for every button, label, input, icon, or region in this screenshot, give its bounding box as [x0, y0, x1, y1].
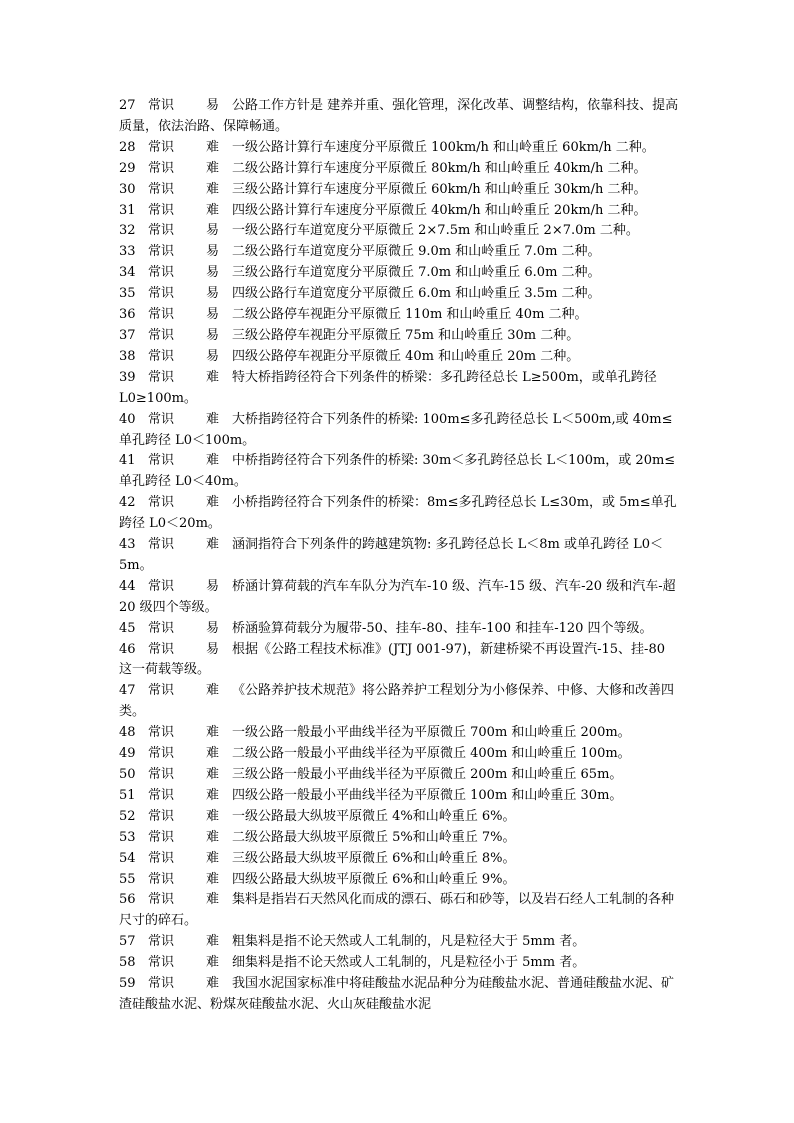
item-number: 34	[119, 265, 136, 281]
item-category: 常识	[148, 327, 175, 343]
item-number: 50	[119, 767, 136, 782]
item-difficulty: 易	[206, 286, 220, 302]
list-item	[119, 326, 681, 347]
item-number: 41	[119, 453, 136, 469]
list-item	[119, 953, 681, 974]
item-difficulty: 易	[206, 348, 220, 364]
item-difficulty: 难	[206, 139, 220, 155]
item-category: 常识	[148, 181, 175, 197]
item-text: 细集料是指不论天然或人工轧制的，凡是粒径小于 5mm 者。	[232, 955, 586, 971]
list-item	[119, 201, 681, 222]
item-number: 31	[119, 202, 136, 218]
item-difficulty: 难	[206, 495, 220, 511]
item-text: 一级公路计算行车速度分平原微丘 100km/h 和山岭重丘 60km/h 二种。	[232, 139, 655, 155]
item-category: 常识	[148, 369, 175, 385]
item-number: 39	[119, 369, 136, 385]
list-item	[119, 807, 681, 828]
item-difficulty: 难	[206, 683, 220, 699]
item-text: 二级公路行车道宽度分平原微丘 9.0m 和山岭重丘 7.0m 二种。	[232, 244, 601, 260]
item-category: 常识	[148, 787, 175, 803]
item-difficulty: 难	[206, 537, 220, 553]
list-item	[119, 890, 681, 932]
item-number: 38	[119, 348, 136, 364]
list-item	[119, 870, 681, 891]
item-text: 四级公路最大纵坡平原微丘 6%和山岭重丘 9%。	[232, 871, 516, 887]
item-category: 常识	[148, 495, 175, 511]
item-difficulty: 易	[206, 307, 220, 323]
item-number: 54	[119, 850, 136, 866]
item-difficulty: 难	[206, 767, 220, 782]
list-item	[119, 451, 681, 493]
item-category: 常识	[148, 160, 175, 176]
list-item	[119, 681, 681, 723]
item-number: 56	[119, 892, 136, 908]
item-category: 常识	[148, 892, 175, 908]
item-difficulty: 难	[206, 181, 220, 197]
item-category: 常识	[148, 746, 175, 762]
item-category: 常识	[148, 307, 175, 323]
item-text: 四级公路停车视距分平原微丘 40m 和山岭重丘 20m 二种。	[232, 348, 580, 364]
item-number: 43	[119, 537, 136, 553]
item-text: 公路工作方针是 建养并重、强化管理，深化改革、调整结构，依靠科技、提高质量，依法治路、保障畅通。	[119, 98, 679, 134]
item-category: 常识	[148, 850, 175, 866]
item-number: 27	[119, 98, 136, 113]
item-text: 三级公路行车道宽度分平原微丘 7.0m 和山岭重丘 6.0m 二种。	[232, 265, 601, 281]
item-text: 特大桥指跨径符合下列条件的桥梁：多孔跨径总长 L≥500m，或单孔跨径 L0≥100m。	[119, 369, 657, 406]
item-number: 52	[119, 808, 136, 824]
item-text: 二级公路计算行车速度分平原微丘 80km/h 和山岭重丘 40km/h 二种。	[232, 160, 647, 176]
item-number: 42	[119, 495, 136, 511]
item-text: 四级公路一般最小平曲线半径为平原微丘 100m 和山岭重丘 30m。	[232, 787, 623, 803]
item-text: 粗集料是指不论天然或人工轧制的，凡是粒径大于 5mm 者。	[232, 934, 586, 950]
item-difficulty: 难	[206, 808, 220, 824]
item-number: 45	[119, 620, 136, 636]
item-category: 常识	[148, 265, 175, 281]
item-difficulty: 难	[206, 160, 220, 176]
item-number: 35	[119, 286, 136, 302]
question-list	[119, 96, 681, 1016]
list-item	[119, 932, 681, 953]
item-category: 常识	[148, 411, 175, 427]
list-item	[119, 765, 681, 786]
list-item	[119, 849, 681, 870]
item-category: 常识	[148, 202, 175, 218]
list-item	[119, 535, 681, 577]
list-item	[119, 368, 681, 410]
item-text: 一级公路行车道宽度分平原微丘 2×7.5m 和山岭重丘 2×7.0m 二种。	[232, 223, 639, 239]
item-number: 28	[119, 139, 136, 155]
item-text: 大桥指跨径符合下列条件的桥梁: 100m≤多孔跨径总长 L＜500m,或 40m≤单孔跨径 L0＜100m。	[119, 411, 673, 448]
item-number: 44	[119, 578, 136, 594]
list-item	[119, 828, 681, 849]
item-category: 常识	[148, 537, 175, 553]
item-difficulty: 易	[206, 265, 220, 281]
item-number: 29	[119, 160, 136, 176]
item-difficulty: 难	[206, 369, 220, 385]
item-category: 常识	[148, 767, 175, 782]
item-text: 四级公路行车道宽度分平原微丘 6.0m 和山岭重丘 3.5m 二种。	[232, 286, 601, 302]
item-category: 常识	[148, 139, 175, 155]
item-number: 58	[119, 955, 136, 971]
item-category: 常识	[148, 244, 175, 260]
item-number: 57	[119, 934, 136, 950]
item-text: 中桥指跨径符合下列条件的桥梁: 30m＜多孔跨径总长 L＜100m，或 20m≤单孔跨径 L0＜40m。	[119, 453, 676, 490]
item-difficulty: 易	[206, 620, 220, 636]
item-number: 40	[119, 411, 136, 427]
item-number: 49	[119, 746, 136, 762]
item-category: 常识	[148, 453, 175, 469]
list-item	[119, 640, 681, 682]
item-difficulty: 难	[206, 955, 220, 971]
item-difficulty: 难	[206, 202, 220, 218]
list-item	[119, 786, 681, 807]
item-difficulty: 难	[206, 871, 220, 887]
item-text: 《公路养护技术规范》将公路养护工程划分为小修保养、中修、大修和改善四类。	[119, 683, 675, 720]
item-category: 常识	[148, 286, 175, 302]
item-category: 常识	[148, 808, 175, 824]
item-text: 三级公路最大纵坡平原微丘 6%和山岭重丘 8%。	[232, 850, 516, 866]
item-text: 三级公路计算行车速度分平原微丘 60km/h 和山岭重丘 30km/h 二种。	[232, 181, 647, 197]
item-category: 常识	[148, 683, 175, 699]
item-difficulty: 难	[206, 725, 220, 741]
item-text: 桥涵计算荷载的汽车车队分为汽车-10 级、汽车-15 级、汽车-20 级和汽车-超 20 级四个等级。	[119, 578, 676, 615]
list-item	[119, 577, 681, 619]
item-number: 30	[119, 181, 136, 197]
list-item	[119, 284, 681, 305]
item-number: 36	[119, 307, 136, 323]
item-category: 常识	[148, 578, 175, 594]
item-text: 二级公路最大纵坡平原微丘 5%和山岭重丘 7%。	[232, 829, 516, 845]
item-difficulty: 难	[206, 787, 220, 803]
list-item	[119, 974, 681, 1016]
item-text: 集料是指岩石天然风化而成的漂石、砾石和砂等，以及岩石经人工轧制的各种尺寸的碎石。	[119, 892, 675, 929]
item-number: 46	[119, 641, 136, 657]
list-item	[119, 493, 681, 535]
list-item	[119, 347, 681, 368]
item-category: 常识	[148, 934, 175, 950]
item-number: 59	[119, 976, 136, 992]
item-text: 二级公路停车视距分平原微丘 110m 和山岭重丘 40m 二种。	[232, 307, 588, 323]
item-text: 根据《公路工程技术标准》(JTJ 001-97)，新建桥梁不再设置汽-15、挂-80 这一荷载等级。	[119, 641, 665, 678]
list-item	[119, 723, 681, 744]
item-text: 一级公路最大纵坡平原微丘 4%和山岭重丘 6%。	[232, 808, 516, 824]
list-item	[119, 242, 681, 263]
item-category: 常识	[148, 725, 175, 741]
item-difficulty: 难	[206, 976, 220, 992]
item-difficulty: 难	[206, 746, 220, 762]
list-item	[119, 410, 681, 452]
item-category: 常识	[148, 871, 175, 887]
list-item	[119, 221, 681, 242]
item-difficulty: 难	[206, 829, 220, 845]
item-text: 桥涵验算荷载分为履带-50、挂车-80、挂车-100 和挂车-120 四个等级。	[232, 620, 653, 636]
item-text: 二级公路一般最小平曲线半径为平原微丘 400m 和山岭重丘 100m。	[232, 746, 631, 762]
item-text: 涵洞指符合下列条件的跨越建筑物: 多孔跨径总长 L＜8m 或单孔跨径 L0＜5m。	[119, 537, 664, 573]
item-text: 三级公路停车视距分平原微丘 75m 和山岭重丘 30m 二种。	[232, 327, 580, 343]
item-category: 常识	[148, 829, 175, 845]
list-item	[119, 305, 681, 326]
item-difficulty: 难	[206, 850, 220, 866]
item-number: 33	[119, 244, 136, 260]
item-text: 四级公路计算行车速度分平原微丘 40km/h 和山岭重丘 20km/h 二种。	[232, 202, 647, 218]
item-difficulty: 易	[206, 578, 220, 594]
list-item	[119, 180, 681, 201]
item-difficulty: 易	[206, 244, 220, 260]
item-number: 47	[119, 683, 136, 699]
item-category: 常识	[148, 620, 175, 636]
item-text: 我国水泥国家标准中将硅酸盐水泥品种分为硅酸盐水泥、普通硅酸盐水泥、矿渣硅酸盐水泥、粉煤灰硅酸盐水泥、火山灰硅酸盐水泥	[119, 976, 675, 1012]
list-item	[119, 619, 681, 640]
item-difficulty: 易	[206, 223, 220, 239]
list-item	[119, 159, 681, 180]
item-number: 53	[119, 829, 136, 845]
item-difficulty: 难	[206, 453, 220, 469]
item-category: 常识	[148, 223, 175, 239]
item-number: 37	[119, 327, 136, 343]
item-text: 一级公路一般最小平曲线半径为平原微丘 700m 和山岭重丘 200m。	[232, 725, 631, 741]
item-category: 常识	[148, 641, 175, 657]
item-difficulty: 难	[206, 934, 220, 950]
item-number: 51	[119, 787, 136, 803]
item-text: 三级公路一般最小平曲线半径为平原微丘 200m 和山岭重丘 65m。	[232, 767, 623, 782]
item-number: 32	[119, 223, 136, 239]
list-item	[119, 138, 681, 159]
item-text: 小桥指跨径符合下列条件的桥梁：8m≤多孔跨径总长 L≤30m，或 5m≤单孔跨径 L0＜20m。	[119, 495, 677, 532]
item-number: 55	[119, 871, 136, 887]
item-difficulty: 难	[206, 892, 220, 908]
list-item	[119, 263, 681, 284]
item-number: 48	[119, 725, 136, 741]
item-category: 常识	[148, 976, 175, 992]
item-difficulty: 易	[206, 98, 220, 113]
list-item	[119, 744, 681, 765]
item-difficulty: 易	[206, 327, 220, 343]
item-category: 常识	[148, 955, 175, 971]
item-category: 常识	[148, 98, 175, 113]
item-difficulty: 难	[206, 411, 220, 427]
item-category: 常识	[148, 348, 175, 364]
list-item	[119, 96, 681, 138]
item-difficulty: 易	[206, 641, 220, 657]
